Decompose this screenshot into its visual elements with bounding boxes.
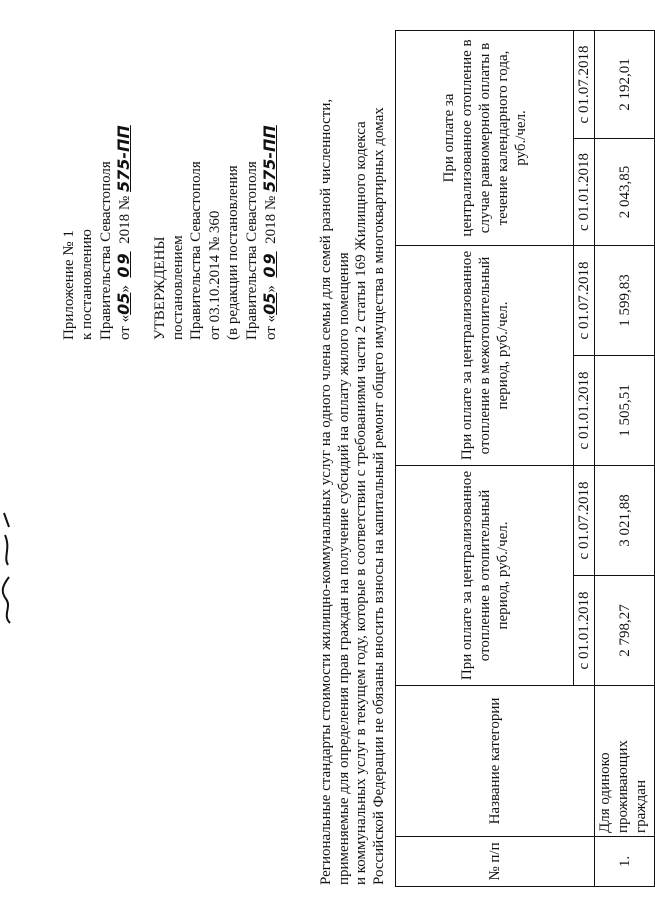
subheader-date: с 01.07.2018 [574, 465, 595, 575]
subheader-date: с 01.07.2018 [574, 30, 595, 138]
handwritten-scribble [0, 505, 14, 625]
value-cell: 2 043,85 [595, 138, 655, 245]
approved-title: УТВЕРЖДЕНЫ [151, 236, 168, 340]
paragraph-line: применяемые для определения прав граждан на получение субсидий на оплату жилого помещения [335, 252, 352, 885]
header-uniform-payment: При оплате за централизованное отопление в случае равномерной оплаты в течение календарного года, руб./чел. [396, 30, 574, 245]
edition-label: (в редакции постановления [225, 165, 242, 340]
value-cell: 3 021,88 [595, 465, 655, 575]
paragraph-line: Российской Федерации не обязаны вносить взносы на капитальный ремонт общего имущества в многоквартирных домах [370, 107, 387, 885]
approved-government: Правительства Севастополя [188, 161, 205, 340]
approved-date: от 03.10.2014 № 360 [206, 210, 223, 340]
subheader-date: с 01.01.2018 [574, 576, 595, 686]
row-category: Для одиноко проживающих граждан [595, 686, 655, 837]
edition-date: от «05» 09 2018 № 575-ПП [260, 125, 280, 340]
subheader-date: с 01.07.2018 [574, 245, 595, 355]
document-title-paragraph [318, 30, 388, 885]
handwritten-month: 09 [114, 251, 134, 278]
subheader-date: с 01.01.2018 [574, 138, 595, 245]
paragraph-line: Региональные стандарты стоимости жилищно-коммунальных услуг на одного члена семьи для семей разной численности, [318, 98, 334, 885]
government-name: Правительства Севастополя [97, 161, 114, 340]
header-non-heating-period: При оплате за централизованное отопление в межотопительный период, руб./чел. [396, 245, 574, 465]
header-heating-period: При оплате за централизованное отопление в отопительный период, руб./чел. [396, 465, 574, 685]
handwritten-number-2: 575-ПП [260, 125, 280, 193]
edition-government: Правительства Севастополя [243, 161, 260, 340]
handwritten-day: 05 [114, 292, 134, 315]
value-cell: 2 192,01 [595, 30, 655, 138]
table-row [595, 30, 655, 886]
resolution-date: от «05» 09 2018 № 575-ПП [114, 125, 134, 340]
handwritten-number: 575-ПП [114, 125, 134, 193]
value-cell: 1 505,51 [595, 355, 655, 465]
handwritten-month-2: 09 [260, 251, 280, 278]
appendix-label: Приложение № 1 [61, 230, 77, 340]
header-block [60, 0, 280, 340]
to-resolution: к постановлению [79, 229, 96, 340]
standards-table [395, 30, 655, 887]
value-cell: 2 798,27 [595, 576, 655, 686]
subheader-date: с 01.01.2018 [574, 355, 595, 465]
handwritten-day-2: 05 [260, 292, 280, 315]
approved-by: постановлением [170, 235, 187, 340]
header-number: № п/п [396, 837, 595, 887]
row-number: 1. [595, 837, 655, 887]
header-category: Название категории [396, 686, 595, 837]
value-cell: 1 599,83 [595, 245, 655, 355]
paragraph-line: и коммунальных услуг в текущем году, которые в соответствии с требованиями части 2 статьи 169 Жилищного кодекса [353, 121, 369, 885]
